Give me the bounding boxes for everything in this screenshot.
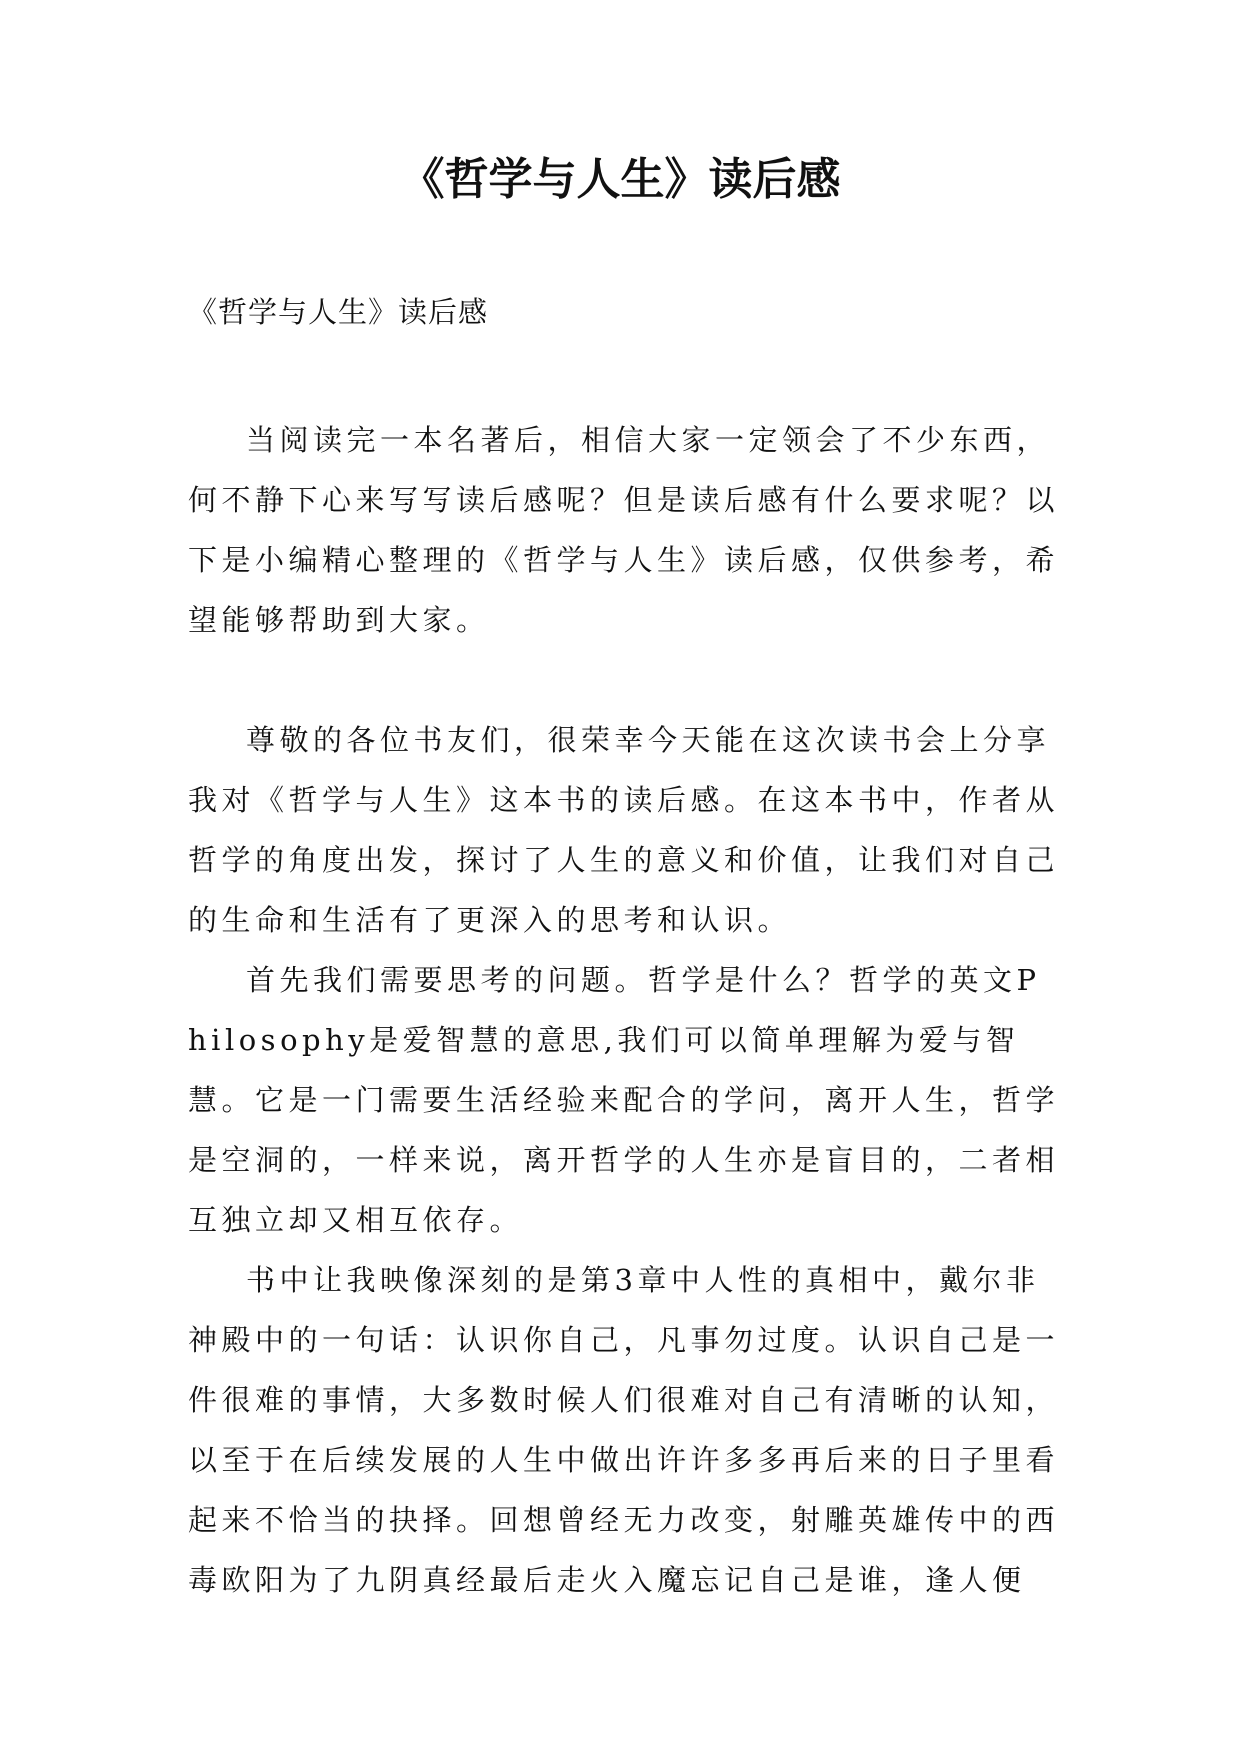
document-subtitle: 《哲学与人生》读后感 <box>188 295 489 329</box>
paragraph-intro: 当阅读完一本名著后，相信大家一定领会了不少东西，何不静下心来写写读后感呢？但是读后感有什么要求呢？以下是小编精心整理的《哲学与人生》读后感，仅供参考，希望能够帮助到大家。 <box>188 423 1060 637</box>
paragraph-chapter3: 书中让我映像深刻的是第3章中人性的真相中，戴尔非神殿中的一句话：认识你自己，凡事勿过度。认识自己是一件很难的事情，大多数时候人们很难对自己有清晰的认知，以至于在后续发展的人生中做出许许多多再后来的日子里看起来不恰当的抉择。回想曾经无力改变，射雕英雄传中的西毒欧阳为了九阴真经最后走火入魔忘记自己是谁，逢人便 <box>188 1263 1060 1597</box>
document-title: 《哲学与人生》读后感 <box>400 154 841 205</box>
paragraph-philosophy: 首先我们需要思考的问题。哲学是什么？哲学的英文Philosophy是爱智慧的意思,我们可以简单理解为爱与智慧。它是一门需要生活经验来配合的学问，离开人生，哲学是空洞的，一样来说，离开哲学的人生亦是盲目的，二者相互独立却又相互依存。 <box>188 963 1060 1237</box>
paragraph-greeting: 尊敬的各位书友们，很荣幸今天能在这次读书会上分享我对《哲学与人生》这本书的读后感。在这本书中，作者从哲学的角度出发，探讨了人生的意义和价值，让我们对自己的生命和生活有了更深入的思考和认识。 <box>188 723 1060 937</box>
document-body <box>188 410 1060 1610</box>
